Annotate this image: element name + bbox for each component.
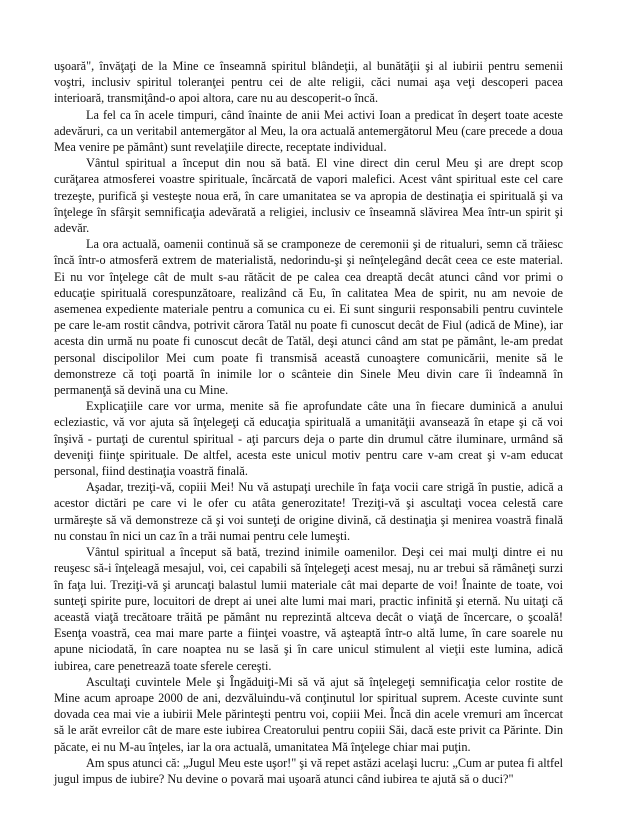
paragraph-4: La ora actuală, oamenii continuă să se cramponeze de ceremonii şi de ritualuri, semn că trăiesc încă într-o atmosferă extrem de materialistă, nedorindu-şi şi neînţelegând decât ceea ce este material. Ei nu vor înţelege cât de mult s-au rătăcit de pe calea cea dreaptă decât atunci când vor primi o educaţie spirituală corespunzătoare, realizând că Eu, în calitatea Mea de spirit, nu am nevoie de asemenea expediente materiale pentru a comunica cu ei. Ei sunt singurii responsabili pentru cuvintele pe care le-am rostit cândva, potrivit cărora Tatăl nu poate fi cunoscut decât de Fiul (adică de Mine), iar acesta din urmă nu poate fi cunoscut decât de Tatăl, deşi atunci când am stat pe pământ, le-am predat personal discipolilor Mei cum poate fi transmisă această cunoaştere comunicării, menite să le demonstreze că toţi poartă în inimile lor o scânteie din Sinele Meu divin care îi îndeamnă în permanenţă să devină una cu Mine.	[54, 237, 563, 398]
paragraph-8: Ascultaţi cuvintele Mele şi Îngăduiţi-Mi să vă ajut să înţelegeţi semnificaţia celor rostite de Mine acum aproape 2000 de ani, dezvăluindu-vă conţinutul lor spiritual suprem. Aceste cuvinte sunt dovada cea mai vie a iubirii Mele părinteşti pentru voi, copiii Mei. Încă din acele vremuri am încercat să le arăt evreilor cât de mare este iubirea Creatorului pentru copiii Săi, dacă este privit ca Părinte. Din păcate, ei nu M-au înţeles, iar la ora actuală, umanitatea Mă înţelege chiar mai puţin.	[54, 674, 563, 754]
paragraph-7: Vântul spiritual a început să bată, trezind inimile oamenilor. Deşi cei mai mulţi dintre ei nu reuşesc să-i înţeleagă mesajul, voi, cei capabili să înţelegeţi acest mesaj, nu ar trebui să rămâneţi surzi în faţa lui. Treziţi-vă şi aruncaţi balastul lumii materiale cât mai departe de voi! Înainte de toate, voi sunteţi spirite pure, locuitori de drept ai unei alte lumi mai mari, practic infinită şi eternă. Nu uitaţi că această viaţă trecătoare trăită pe pământ nu reprezintă altceva decât o viaţă de încercare, o şcoală! Esenţa voastră, cea mai mare parte a fiinţei voastre, vă aşteaptă într-o altă lume, în care soarele nu apune niciodată, în care noaptea nu se lasă şi în care unicul stimulent al vieţii este lumina, adică iubirea, care penetrează toate sferele cereşti.	[54, 545, 563, 673]
document-page	[54, 58, 563, 787]
paragraph-3: Vântul spiritual a început din nou să bată. El vine direct din cerul Meu şi are drept scop curăţarea atmosferei voastre spirituale, încărcată de vapori malefici. Acest vânt spiritual este cel care trezeşte, purifică şi vesteşte noua eră, în care umanitatea se va apropia de destinaţia ei spirituală şi va înţelege în sfârşit semnificaţia adevărată a religiei, inclusiv ce înseamnă slăvirea Mea într-un spirit şi adevăr.	[54, 156, 563, 236]
paragraph-1: uşoară", învăţaţi de la Mine ce înseamnă spiritul blândeţii, al bunătăţii şi al iubirii pentru semenii voştri, inclusiv spiritul toleranţei pentru cei de alte religii, căci numai aşa veţi descoperi pacea interioară, transmiţând-o apoi altora, care nu au descoperit-o încă.	[54, 59, 563, 106]
paragraph-2: La fel ca în acele timpuri, când înainte de anii Mei activi Ioan a predicat în deşert toate aceste adevăruri, ca un veritabil antemergător al Meu, la ora actuală antemergătorul Meu (care precede a doua Mea venire pe pământ) sunt revelaţiile directe, receptate individual.	[54, 107, 563, 155]
paragraph-9: Am spus atunci că: „Jugul Meu este uşor!" şi vă repet astăzi acelaşi lucru: „Cum ar putea fi altfel jugul impus de iubire? Nu devine o povară mai uşoară atunci când iubirea te ajută să o duci?"	[54, 755, 563, 786]
paragraph-6: Aşadar, treziţi-vă, copiii Mei! Nu vă astupaţi urechile în faţa vocii care strigă în pustie, adică a acestor dictări pe care vi le ofer cu atâta generozitate! Treziţi-vă şi ascultaţi vocea celestă care urmăreşte să vă demonstreze că şi voi sunteţi de origine divină, că destinaţia şi menirea voastră finală nu constau în nici un caz în a trăi numai pentru cele lumeşti.	[54, 480, 563, 543]
paragraph-5: Explicaţiile care vor urma, menite să fie aprofundate câte una în fiecare duminică a anului ecleziastic, vă vor ajuta să înţelegeţi că educaţia spirituală a umanităţii avansează în etape şi că voi înşivă - purtaţi de curentul spiritual - aţi parcurs deja o parte din drumul către iluminare, urmând să deveniţi fiinţe spirituale. De altfel, acesta este unicul motiv pentru care v-am creat şi v-am educat personal, fiind destinaţia voastră finală.	[54, 399, 563, 479]
